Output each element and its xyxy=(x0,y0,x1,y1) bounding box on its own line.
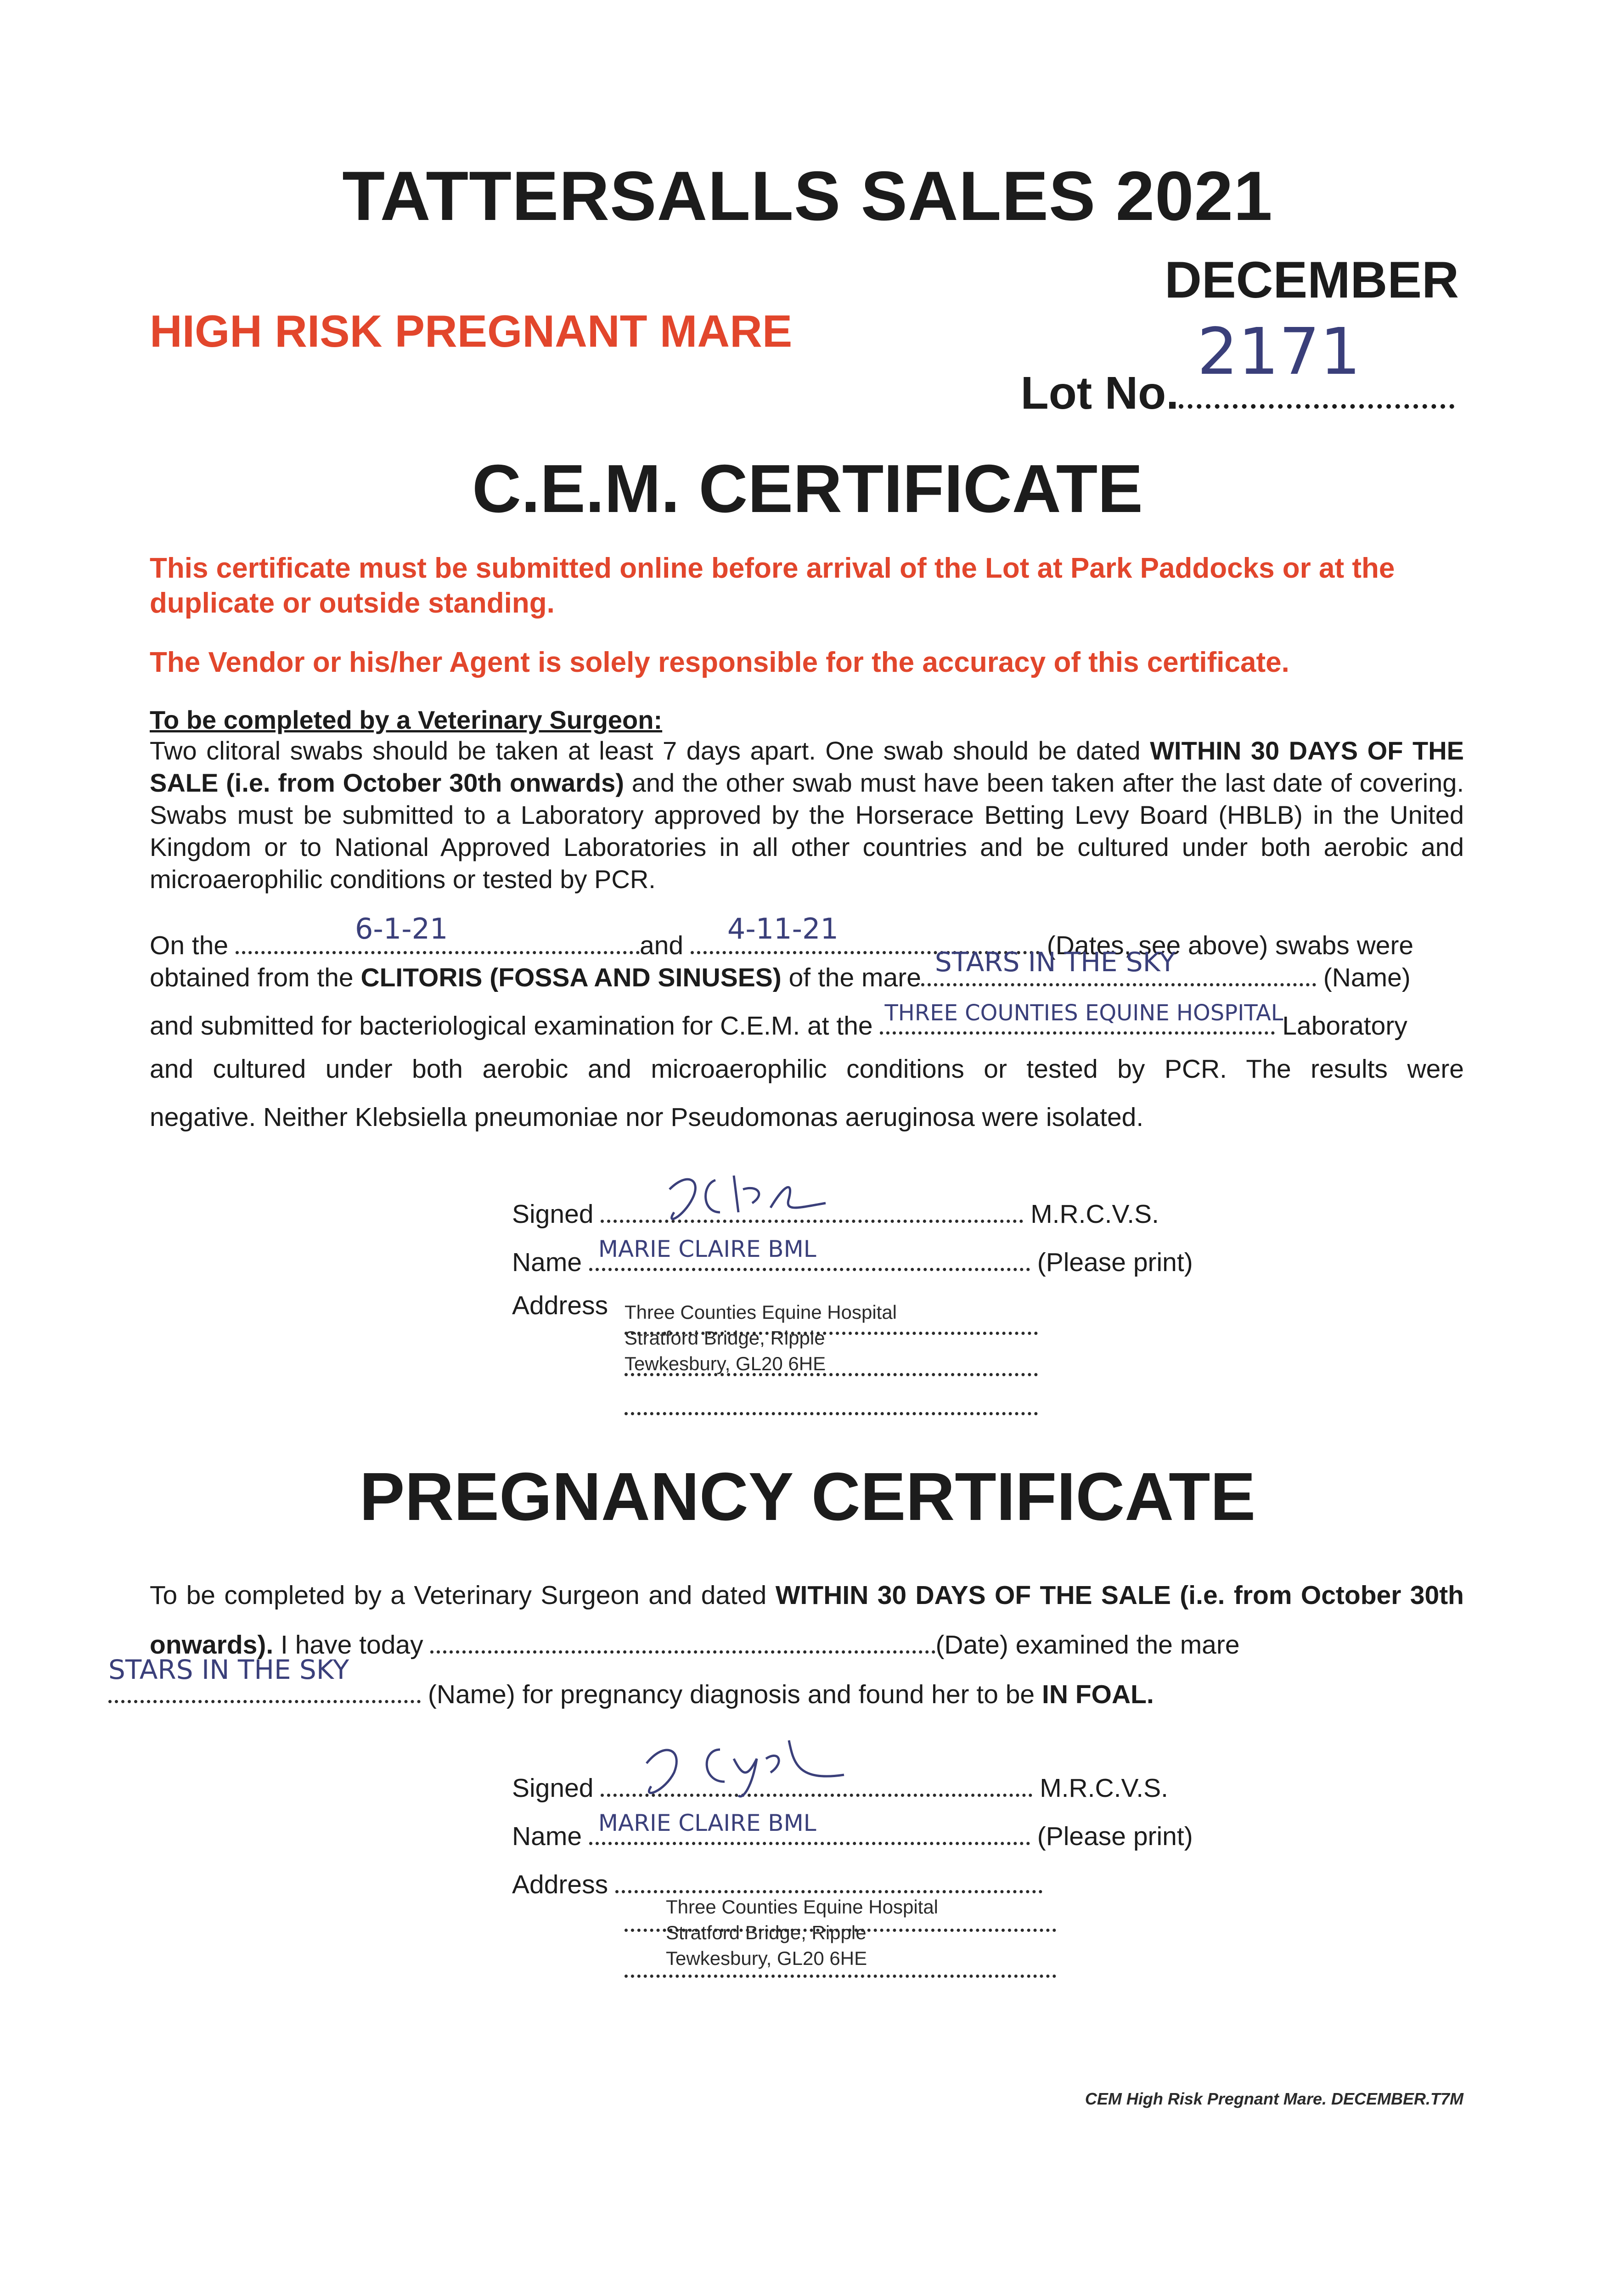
preg-address-stamp xyxy=(666,1894,1079,1971)
mare-name-field[interactable] xyxy=(921,946,1316,986)
submission-notice: This certificate must be submitted online before arrival of the Lot at Park Paddocks or at the duplicate or outside standing. xyxy=(150,552,1395,619)
preg-address-row: Address xyxy=(512,1864,1042,1900)
form-code-footer: CEM High Risk Pregnant Mare. DECEMBER.T7M xyxy=(1085,2089,1463,2108)
vendor-responsibility-notice: The Vendor or his/her Agent is solely responsible for the accuracy of this certificate. xyxy=(150,647,1289,678)
cem-vet-name: MARIE CLAIRE BML xyxy=(598,1236,816,1262)
exam-date-field[interactable] xyxy=(430,1625,935,1654)
lot-label: Lot No. xyxy=(1020,367,1179,419)
cem-address-dotline-2 xyxy=(625,1373,1038,1376)
preg-signature-field[interactable] xyxy=(601,1768,1032,1797)
preg-signature-mark xyxy=(628,1731,867,1805)
lot-number-value: 2171 xyxy=(1197,315,1361,389)
lot-number-field[interactable] xyxy=(1179,315,1454,409)
pregnancy-statement: To be completed by a Veterinary Surgeon and dated WITHIN 30 DAYS OF THE SALE (i.e. from October 30th onwards). I have today (Date) examined the mare STARS IN THE SKY (Name) for pregnancy diagnosis and found her to be IN FOAL. xyxy=(108,1581,1464,1709)
swab-date-1: 6-1-21 xyxy=(355,912,448,945)
document-title: TATTERSALLS SALES 2021 xyxy=(342,157,1273,235)
cem-name-row: Name MARIE CLAIRE BML (Please print) xyxy=(512,1236,1193,1277)
cem-address-line-2: Stratford Bridge, Ripple xyxy=(625,1327,825,1349)
vet-section-heading: To be completed by a Veterinary Surgeon: xyxy=(150,705,663,734)
mare-category: HIGH RISK PREGNANT MARE xyxy=(150,306,793,356)
results-line: negative. Neither Klebsiella pneumoniae nor Pseudomonas aeruginosa were isolated. xyxy=(150,1103,1144,1132)
laboratory-line: and submitted for bacteriological examination for C.E.M. at the THREE COUNTIES EQUINE HOSPITAL Laboratory xyxy=(150,1000,1407,1041)
cem-address-line-3: Tewkesbury, GL20 6HE xyxy=(625,1353,826,1374)
preg-vet-name: MARIE CLAIRE BML xyxy=(598,1810,816,1836)
cem-address-line-1: Three Counties Equine Hospital xyxy=(625,1301,897,1323)
preg-signed-row: Signed M.R.C.V.S. xyxy=(512,1768,1168,1803)
preg-address-line-2: Stratford Bridge, Ripple xyxy=(666,1922,867,1943)
preg-name-row: Name MARIE CLAIRE BML (Please print) xyxy=(512,1810,1193,1851)
cem-address-dotline-3 xyxy=(625,1412,1038,1415)
preg-address-dotline-1 xyxy=(625,1929,1056,1932)
preg-address-line-3: Tewkesbury, GL20 6HE xyxy=(666,1947,867,1969)
preg-address-line-1: Three Counties Equine Hospital xyxy=(666,1896,939,1918)
swab-date-2: 4-11-21 xyxy=(727,912,838,945)
cem-signature-mark xyxy=(651,1162,844,1231)
laboratory-field[interactable] xyxy=(880,1000,1283,1035)
cem-address-stamp xyxy=(625,1300,1038,1377)
lot-number-row xyxy=(1020,315,1454,420)
preg-mare-name-field[interactable] xyxy=(108,1654,421,1703)
laboratory-name: THREE COUNTIES EQUINE HOSPITAL xyxy=(884,1000,1283,1026)
swab-source-line: obtained from the CLITORIS (FOSSA AND SINUSES) of the mare STARS IN THE SKY (Name) xyxy=(150,946,1411,992)
cem-signature-field[interactable] xyxy=(601,1194,1023,1223)
cem-certificate-title: C.E.M. CERTIFICATE xyxy=(472,451,1143,527)
cem-address-dotline-1 xyxy=(625,1332,1038,1335)
swab-dates-line: On the 6-1-21 and 4-11-21 (Dates, see above) swabs were xyxy=(150,912,1414,960)
pregnancy-certificate-title: PREGNANCY CERTIFICATE xyxy=(359,1459,1256,1535)
preg-address-field[interactable] xyxy=(615,1864,1042,1893)
preg-mare-name: STARS IN THE SKY xyxy=(108,1654,349,1685)
swab-instructions: Two clitoral swabs should be taken at least 7 days apart. One swab should be dated WITHIN 30 DAYS OF THE SALE (i.e. from October 30th onwards) and the other swab must have been taken after the last date of covering. Swabs must be submitted to a Laboratory approved by the Horserace Betting Levy Board (HBLB) in the United Kingdom or to National Approved Laboratories in all other countries and be cultured under both aerobic and microaerophilic conditions or tested by PCR. xyxy=(150,736,1464,894)
mare-name: STARS IN THE SKY xyxy=(934,946,1176,978)
sale-month: DECEMBER xyxy=(1165,251,1459,309)
swab-date-1-field[interactable] xyxy=(236,912,640,954)
cem-signed-row: Signed M.R.C.V.S. xyxy=(512,1194,1159,1229)
preg-address-dotline-2 xyxy=(625,1975,1056,1978)
culture-line: and cultured under both aerobic and microaerophilic conditions or tested by PCR. The results were xyxy=(150,1054,1464,1084)
cem-address-row: Address xyxy=(512,1291,608,1320)
